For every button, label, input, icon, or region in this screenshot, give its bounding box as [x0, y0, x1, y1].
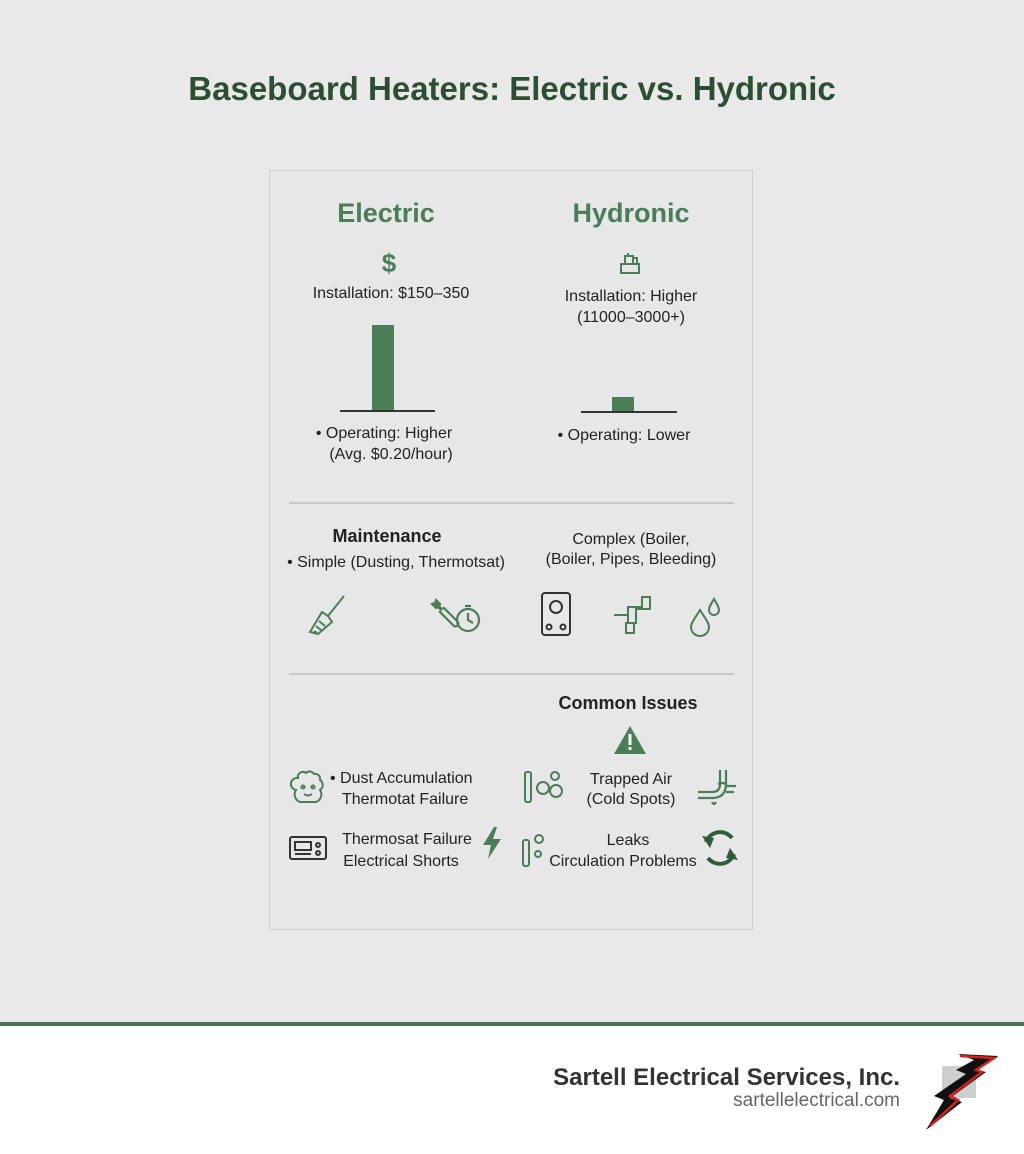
maintenance-hydronic-line2: (Boiler, Pipes, Bleeding): [545, 551, 717, 568]
hydronic-installation-line2: (11000–3000+): [577, 309, 685, 326]
hydronic-installation-line1: Installation: Higher: [564, 288, 698, 305]
lightning-icon: [480, 826, 504, 860]
electric-bar-baseline: [340, 410, 435, 412]
wrench-timer-icon: [430, 592, 484, 636]
electric-issue-2-line2: Electrical Shorts: [343, 853, 459, 870]
page-title: Baseboard Heaters: Electric vs. Hydronic: [188, 70, 836, 107]
hydronic-issue-1-line2: (Cold Spots): [586, 791, 676, 808]
hydronic-operating: • Operating: Lower: [557, 427, 691, 444]
company-website[interactable]: sartellelectrical.com: [733, 1090, 900, 1111]
maintenance-hydronic-line1: Complex (Boiler,: [572, 531, 690, 548]
pipe-icon: [612, 593, 654, 635]
hydronic-bar-baseline: [581, 411, 677, 413]
leaking-pipe-icon: [694, 764, 740, 808]
hydronic-operating-bar: [612, 397, 634, 411]
broom-icon: [306, 592, 350, 638]
electric-installation: Installation: $150–350: [312, 285, 470, 302]
common-issues-heading: Common Issues: [558, 693, 698, 713]
divider-top: [289, 502, 734, 504]
electric-operating-line1: • Operating: Higher: [315, 425, 453, 442]
circulation-icon: [698, 826, 742, 870]
dollar-icon: $: [381, 248, 397, 278]
electric-operating-line2: (Avg. $0.20/hour): [329, 446, 453, 463]
hydronic-issue-2-line1: Leaks: [606, 832, 650, 849]
electric-issue-1-line2: Thermotat Failure: [342, 791, 469, 808]
water-drops-icon: [688, 596, 724, 638]
dust-icon: [288, 766, 328, 806]
warning-icon: [612, 724, 648, 756]
air-bubbles-icon: [522, 768, 568, 806]
boiler-small-icon: [618, 250, 642, 276]
lightning-logo-icon: [922, 1050, 1002, 1134]
company-name: Sartell Electrical Services, Inc.: [553, 1064, 900, 1091]
hydronic-issue-2-line2: Circulation Problems: [549, 853, 697, 870]
maintenance-heading: Maintenance: [332, 526, 442, 546]
electric-operating-bar: [372, 325, 394, 411]
boiler-icon: [538, 590, 574, 638]
electric-heading: Electric: [337, 198, 435, 228]
maintenance-electric-text: • Simple (Dusting, Thermotsat): [287, 554, 505, 571]
electric-issue-2-line1: Thermosat Failure: [342, 831, 472, 848]
electric-issue-1-line1: • Dust Accumulation: [330, 770, 473, 787]
hydronic-heading: Hydronic: [572, 198, 690, 228]
hydronic-issue-1-line1: Trapped Air: [589, 771, 673, 788]
divider-bottom: [289, 673, 734, 675]
